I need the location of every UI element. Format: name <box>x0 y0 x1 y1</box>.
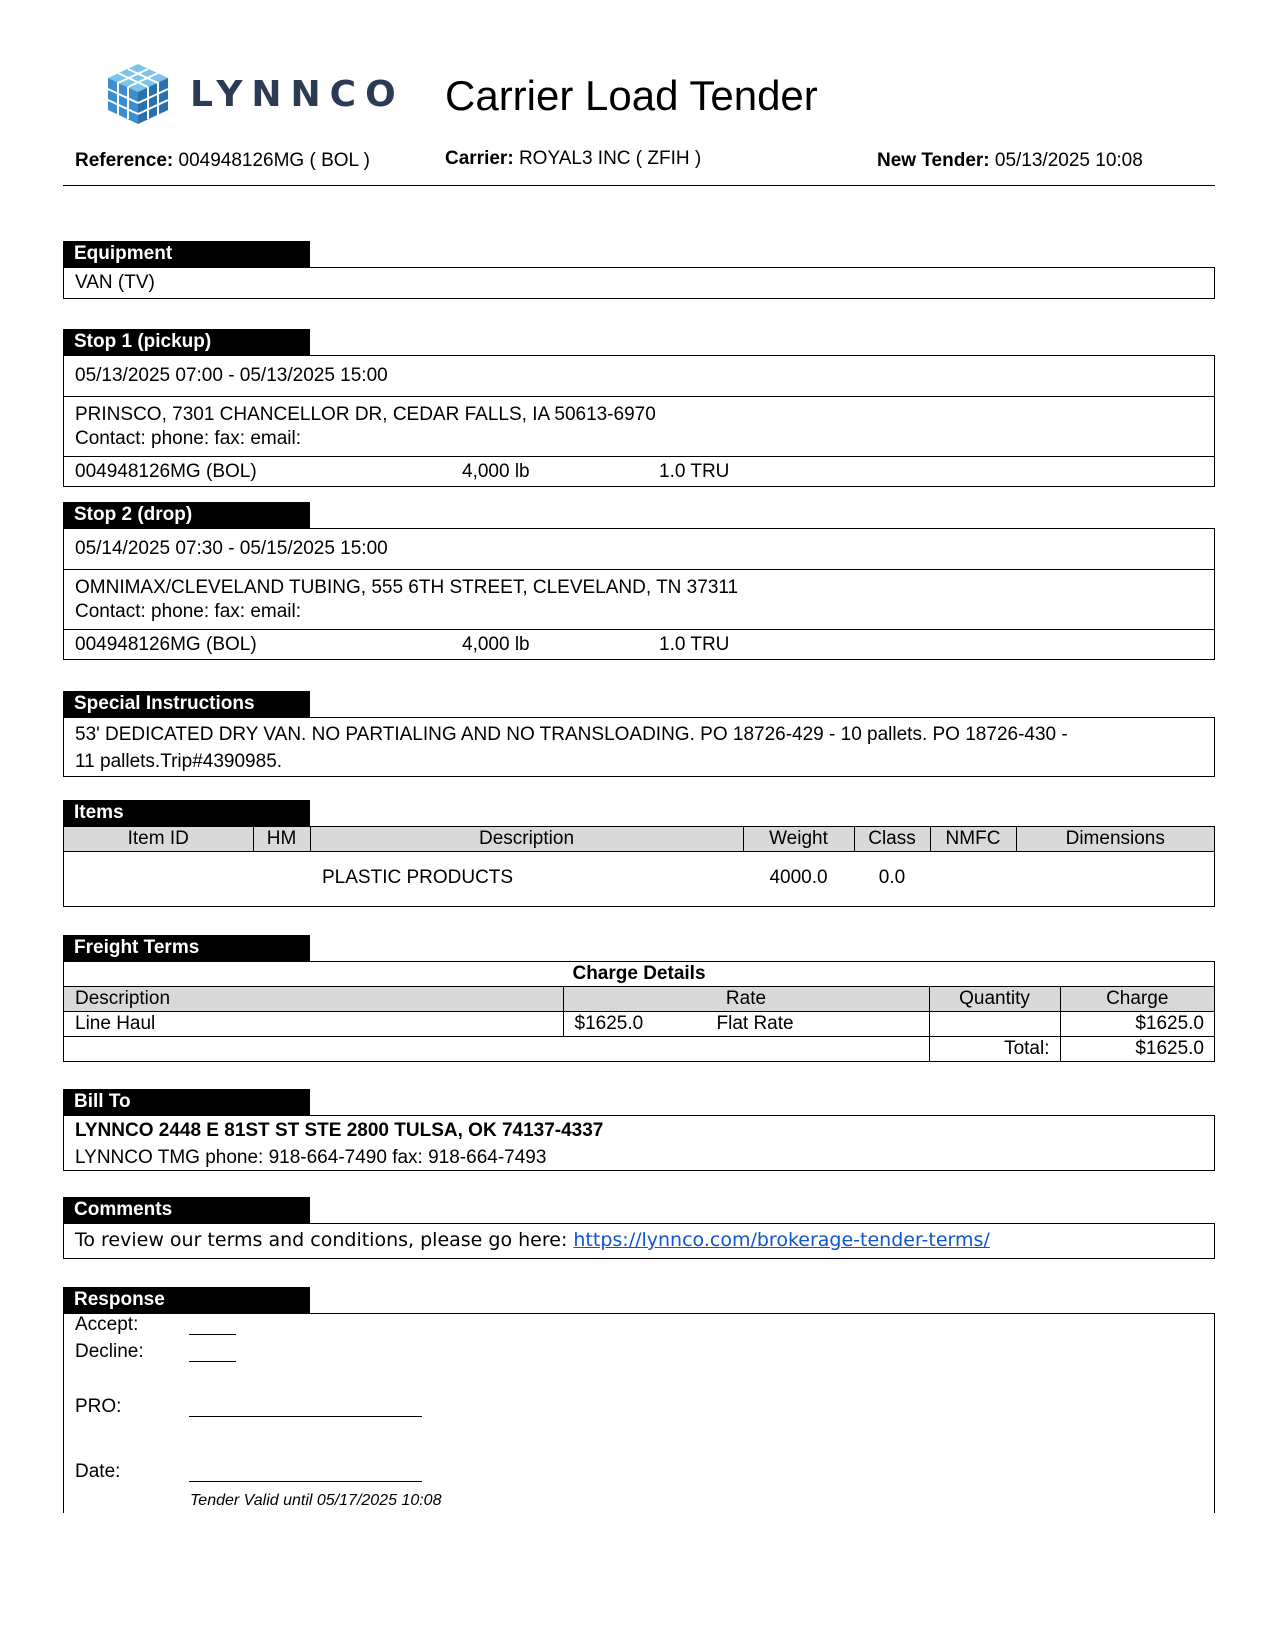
items-col-class: Class <box>854 827 930 851</box>
freight-header-row <box>64 987 1214 1012</box>
bill-to-address: LYNNCO 2448 E 81ST ST STE 2800 TULSA, OK 74137-4337 <box>75 1120 604 1141</box>
company-logo <box>104 62 405 126</box>
items-header-row <box>64 827 1214 851</box>
bill-to-content <box>64 1116 1214 1171</box>
items-col-nmfc: NMFC <box>930 827 1016 851</box>
pro-input[interactable] <box>189 1416 422 1417</box>
freight-total-value: $1625.0 <box>1135 1037 1204 1059</box>
freight-terms-label: Freight Terms <box>63 935 310 961</box>
carrier-label: Carrier: <box>445 148 514 169</box>
response-label: Response <box>63 1287 310 1313</box>
bill-to-contact: LYNNCO TMG phone: 918-664-7490 fax: 918-664-7493 <box>75 1147 547 1168</box>
stop-1-location <box>64 397 1214 457</box>
stop-1-box <box>63 355 1215 487</box>
items-col-hm: HM <box>253 827 310 851</box>
freight-col-rate: Rate <box>563 987 929 1012</box>
bill-to-box <box>63 1115 1215 1171</box>
special-instructions-line-1: 53' DEDICATED DRY VAN. NO PARTIALING AND NO TRANSLOADING. PO 18726-429 - 10 pallets. PO 18726-430 - <box>75 724 1068 745</box>
special-instructions-line-2: 11 pallets.Trip#4390985. <box>75 751 283 772</box>
items-col-weight: Weight <box>743 827 854 851</box>
special-instructions-text <box>64 718 1214 775</box>
equipment-label: Equipment <box>63 241 310 267</box>
freight-col-quantity: Quantity <box>929 987 1060 1012</box>
decline-input[interactable] <box>189 1361 236 1362</box>
freight-terms-table <box>63 961 1215 1062</box>
new-tender-value: 05/13/2025 10:08 <box>994 150 1143 171</box>
stop-2-units: 1.0 TRU <box>659 634 730 655</box>
comments-box <box>63 1223 1215 1259</box>
date-label: Date: <box>75 1461 121 1482</box>
reference-value: 004948126MG ( BOL ) <box>178 150 371 171</box>
special-instructions-box <box>63 717 1215 777</box>
item-hm-cell <box>253 851 310 905</box>
freight-total-label: Total: <box>929 1037 1060 1061</box>
lynnco-cube-icon <box>104 62 172 126</box>
items-col-description: Description <box>310 827 743 851</box>
stop-2-location <box>64 570 1214 630</box>
freight-charge-cell: $1625.0 <box>1060 1012 1214 1037</box>
table-row <box>64 851 1214 905</box>
equipment-value: VAN (TV) <box>75 272 155 293</box>
items-col-item-id: Item ID <box>64 827 253 851</box>
stop-2-load <box>64 630 1214 658</box>
item-dimensions-cell <box>1016 851 1214 905</box>
items-table <box>63 826 1215 907</box>
accept-input[interactable] <box>189 1334 236 1335</box>
reference-field <box>75 150 370 172</box>
bill-to-label: Bill To <box>63 1089 310 1115</box>
stop-1-window: 05/13/2025 07:00 - 05/13/2025 15:00 <box>64 356 1214 397</box>
accept-label: Accept: <box>75 1314 139 1335</box>
freight-rate-type: Flat Rate <box>716 1013 794 1034</box>
stop-2-weight: 4,000 lb <box>462 634 530 655</box>
comments-text: To review our terms and conditions, please go here: <box>75 1229 574 1251</box>
comments-label: Comments <box>63 1197 310 1223</box>
tender-valid-until: Tender Valid until 05/17/2025 10:08 <box>190 1492 442 1509</box>
stop-2-box <box>63 528 1215 660</box>
equipment-box <box>63 267 1215 299</box>
logo-text: LYNNCO <box>190 73 405 115</box>
stop-1-ref: 004948126MG (BOL) <box>75 461 257 482</box>
carrier-field <box>445 148 701 170</box>
stop-2-window: 05/14/2025 07:30 - 05/15/2025 15:00 <box>64 529 1214 570</box>
terms-link[interactable]: https://lynnco.com/brokerage-tender-terms/ <box>573 1229 990 1251</box>
table-row <box>64 1012 1214 1037</box>
stop-2-address: OMNIMAX/CLEVELAND TUBING, 555 6TH STREET, CLEVELAND, TN 37311 <box>75 577 739 598</box>
charge-details-heading: Charge Details <box>64 962 1214 987</box>
items-label: Items <box>63 800 310 826</box>
freight-quantity-cell <box>929 1012 1060 1037</box>
freight-total-spacer <box>64 1037 929 1061</box>
item-weight-cell: 4000.0 <box>769 867 828 889</box>
new-tender-label: New Tender: <box>877 150 990 171</box>
stop-2-label: Stop 2 (drop) <box>63 502 310 528</box>
freight-rate-value: $1625.0 <box>574 1013 644 1034</box>
charge-details-row <box>64 962 1214 987</box>
stop-1-contact: Contact: phone: fax: email: <box>75 428 302 449</box>
comments-content <box>64 1224 1214 1257</box>
new-tender-field <box>877 150 1143 172</box>
item-nmfc-cell <box>930 851 1016 905</box>
freight-col-charge: Charge <box>1060 987 1214 1012</box>
freight-total-row <box>64 1037 1214 1061</box>
stop-2-ref: 004948126MG (BOL) <box>75 634 257 655</box>
item-id-cell <box>64 851 253 905</box>
stop-1-address: PRINSCO, 7301 CHANCELLOR DR, CEDAR FALLS, IA 50613-6970 <box>75 404 656 425</box>
stop-1-weight: 4,000 lb <box>462 461 530 482</box>
freight-description-cell: Line Haul <box>64 1012 563 1037</box>
stop-1-units: 1.0 TRU <box>659 461 730 482</box>
carrier-value: ROYAL3 INC ( ZFIH ) <box>518 148 702 169</box>
date-input[interactable] <box>189 1481 422 1482</box>
pro-label: PRO: <box>75 1396 122 1417</box>
response-box <box>63 1313 1215 1513</box>
special-instructions-label: Special Instructions <box>63 691 310 717</box>
items-col-dimensions: Dimensions <box>1016 827 1214 851</box>
freight-col-description: Description <box>64 987 563 1012</box>
stop-1-label: Stop 1 (pickup) <box>63 329 310 355</box>
freight-rate-cell <box>563 1012 929 1037</box>
stop-1-load <box>64 457 1214 485</box>
stop-2-contact: Contact: phone: fax: email: <box>75 601 302 622</box>
document-title: Carrier Load Tender <box>445 72 818 119</box>
item-description-cell: PLASTIC PRODUCTS <box>322 867 514 889</box>
header-divider <box>63 185 1215 186</box>
reference-label: Reference: <box>75 150 174 171</box>
decline-label: Decline: <box>75 1341 144 1362</box>
item-class-cell: 0.0 <box>878 867 906 889</box>
